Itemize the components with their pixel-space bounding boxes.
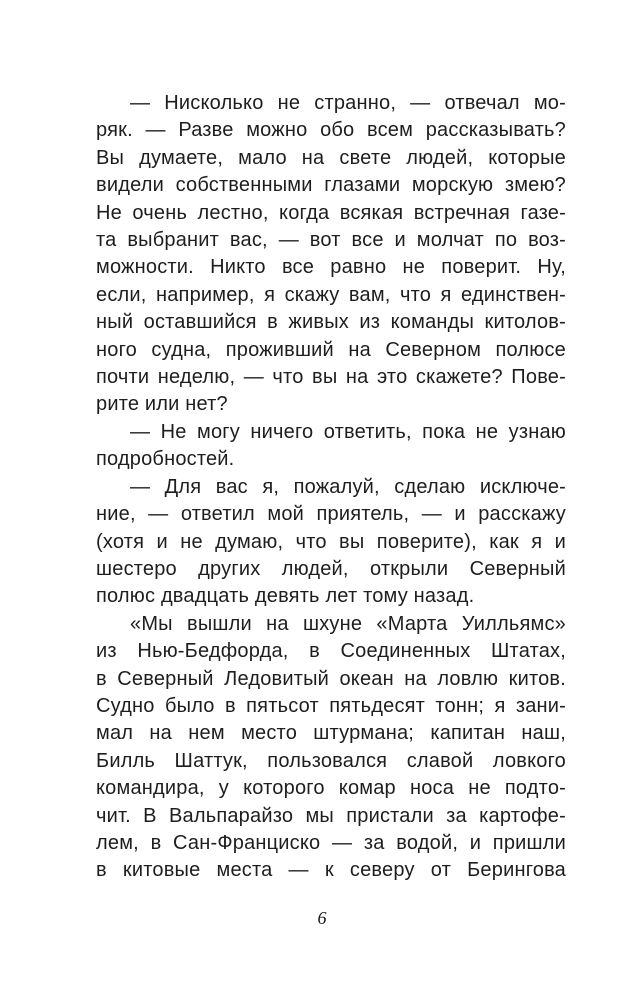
text-line: подробностей.: [96, 448, 235, 471]
text-line: в китовые места — к северу от Берингова: [96, 859, 566, 882]
page-number: 6: [317, 908, 327, 928]
text-line: (хотя и не думаю, что вы поверите), как я и: [96, 530, 566, 553]
text-line: — Нисколько не странно, — отвечал мо-: [130, 92, 566, 114]
text-line: из Нью-Бедфорда, в Соединенных Штатах,: [96, 640, 566, 663]
text-line: в Северный Ледовитый океан на ловлю китов.: [96, 667, 566, 690]
text-line: командира, у которого комар носа не подто-: [96, 777, 566, 800]
text-line: чит. В Вальпарайзо мы пристали за картофе-: [96, 804, 566, 827]
text-line: Судно было в пятьсот пятьдесят тонн; я зани-: [96, 694, 566, 717]
text-line: видели собственными глазами морскую змею?: [96, 174, 566, 197]
text-line: Не очень лестно, когда всякая встречная газе-: [96, 201, 566, 224]
text-line: — Не могу ничего ответить, пока не узнаю: [130, 420, 566, 443]
text-line: ние, — ответил мой приятель, — и расскажу: [96, 503, 566, 526]
text-line: ного судна, проживший на Северном полюсе: [96, 338, 566, 361]
text-line: лем, в Сан-Франциско — за водой, и пришли: [96, 831, 566, 854]
text-line: шестеро других людей, открыли Северный: [96, 557, 566, 580]
text-line: «Мы вышли на шхуне «Марта Уилльямс»: [130, 612, 566, 635]
page-text: [96, 90, 566, 885]
text-line: та выбранит вас, — вот все и молчат по воз-: [96, 229, 566, 252]
text-line: Билль Шаттук, пользовался славой ловкого: [96, 749, 566, 772]
text-line: почти неделю, — что вы на это скажете? Пове-: [96, 366, 566, 389]
text-line: можности. Никто все равно не поверит. Ну,: [96, 256, 566, 279]
text-line: ряк. — Разве можно обо всем рассказывать?: [96, 119, 566, 142]
text-line: рите или нет?: [96, 393, 228, 416]
text-line: Вы думаете, мало на свете людей, которые: [96, 146, 566, 169]
text-line: если, например, я скажу вам, что я единствен-: [96, 283, 566, 306]
text-line: — Для вас я, пожалуй, сделаю исключе-: [130, 475, 566, 498]
text-line: полюс двадцать девять лет тому назад.: [96, 585, 475, 608]
text-line: мал на нем место штурмана; капитан наш,: [96, 722, 566, 745]
text-line: ный оставшийся в живых из команды китолов-: [96, 311, 566, 334]
